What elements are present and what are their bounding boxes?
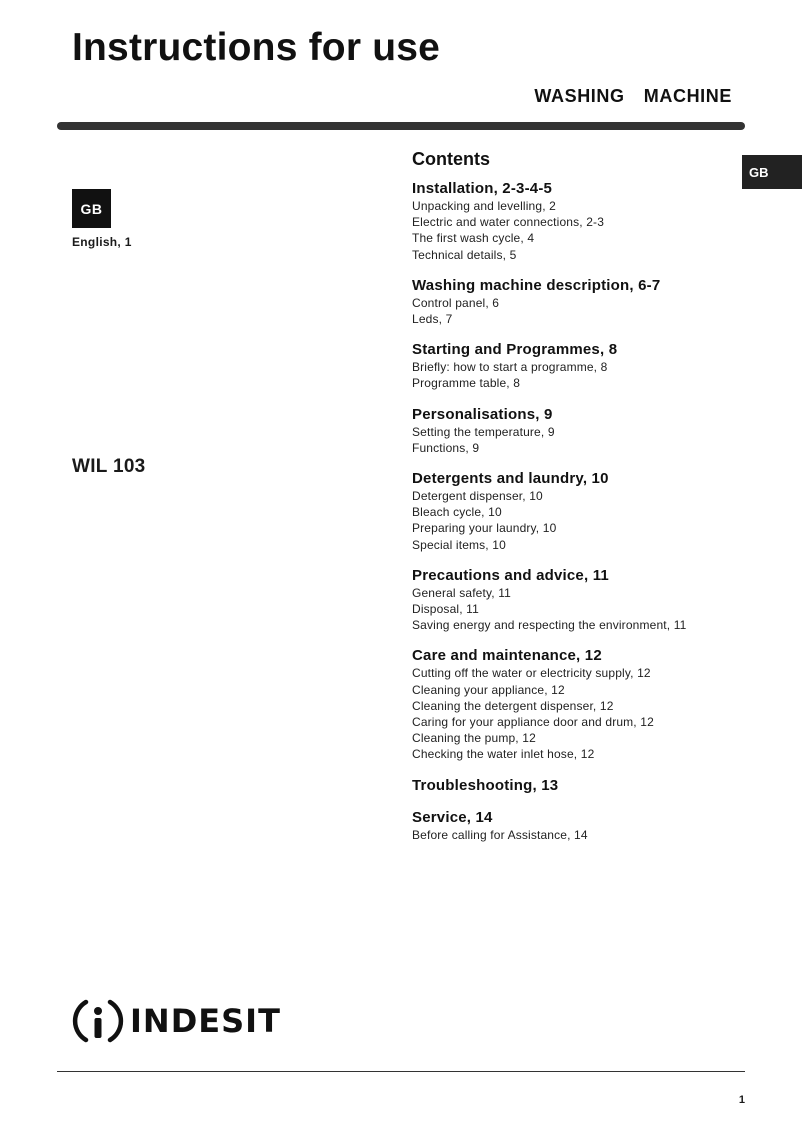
toc-item: General safety, 11 [412,585,511,600]
toc-item: Cleaning the pump, 12 [412,731,536,746]
toc-section [412,647,752,762]
toc-item: Cleaning your appliance, 12 [412,682,565,697]
toc-item: Cutting off the water or electricity supply, 12 [412,666,651,681]
header-divider [57,122,745,130]
page-number: 1 [738,1094,745,1106]
toc-item: Leds, 7 [412,312,453,327]
toc-section [412,470,752,553]
toc-item: Electric and water connections, 2-3 [412,215,605,230]
toc-section [412,341,752,391]
contents-heading: Contents [412,149,490,169]
toc-item: Bleach cycle, 10 [412,505,502,520]
toc-section [412,567,752,634]
toc-item: Saving energy and respecting the environment, 11 [412,618,687,633]
toc-section-title: Installation, 2-3-4-5 [412,180,553,197]
toc-item: Preparing your laundry, 10 [412,521,557,536]
toc-item: Briefly: how to start a programme, 8 [412,360,608,375]
toc-section-title: Starting and Programmes, 8 [412,341,618,359]
toc-section-title: Washing machine description, 6-7 [412,276,661,294]
language-side-tab: GB [742,155,802,189]
toc-section-list [412,180,752,843]
toc-item: Checking the water inlet hose, 12 [412,747,595,762]
language-page-ref: English, 1 [72,235,132,249]
brand-logo-text: INDESIT [130,1002,281,1040]
toc-section-title: Care and maintenance, 12 [412,647,602,665]
toc-item: Before calling for Assistance, 14 [412,827,588,842]
toc-item: Cleaning the detergent dispenser, 12 [412,698,614,713]
table-of-contents [412,149,752,857]
toc-section-title: Troubleshooting, 13 [412,776,559,794]
toc-section-title: Personalisations, 9 [412,405,553,423]
footer-divider [57,1071,745,1072]
toc-section-title: Detergents and laundry, 10 [412,470,609,488]
document-subtitle: WASHING MACHINE [534,86,732,106]
toc-section [412,809,752,843]
toc-item: Unpacking and levelling, 2 [412,199,556,213]
toc-item: Caring for your appliance door and drum, 12 [412,715,654,730]
toc-item: Technical details, 5 [412,247,517,262]
document-title: Instructions for use [72,26,441,69]
language-badge: GB [72,189,111,228]
brand-logo [72,996,281,1046]
toc-item: Special items, 10 [412,537,506,552]
toc-item: Functions, 9 [412,440,480,455]
toc-item: Setting the temperature, 9 [412,424,555,439]
model-number: WIL 103 [72,456,146,477]
toc-item: Control panel, 6 [412,295,500,310]
toc-section-title: Service, 14 [412,808,493,826]
toc-section [412,406,752,456]
toc-item: The first wash cycle, 4 [412,231,535,246]
toc-section-title: Precautions and advice, 11 [412,566,609,584]
toc-section [412,277,752,327]
toc-item: Disposal, 11 [412,602,479,617]
toc-item: Detergent dispenser, 10 [412,489,543,504]
toc-section [412,180,752,263]
toc-section [412,777,752,795]
indesit-i-icon [72,996,124,1046]
toc-item: Programme table, 8 [412,376,521,391]
